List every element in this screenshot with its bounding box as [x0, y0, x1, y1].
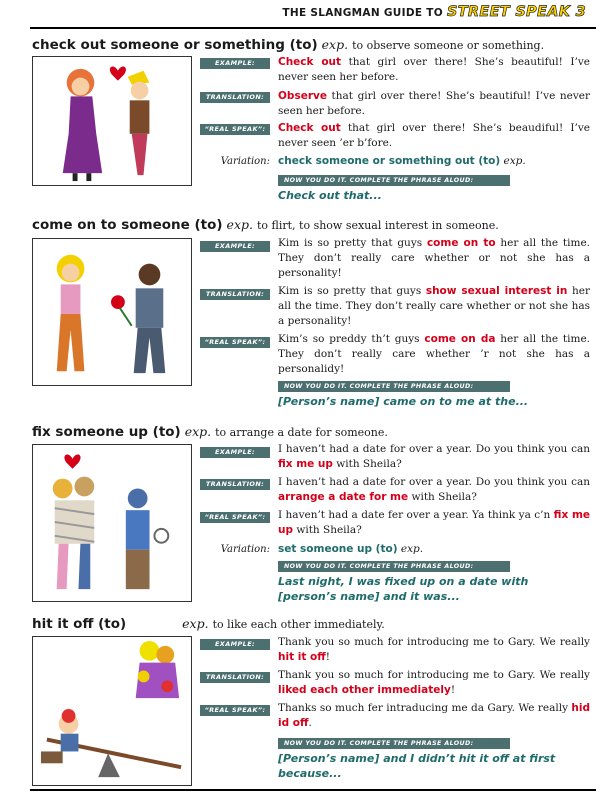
translation-pre: I haven’t had a date for over a year. Do you think you can	[278, 476, 590, 488]
entry-definition: to observe someone or something.	[352, 39, 545, 52]
page-header	[30, 0, 596, 30]
label-real-speak: “REAL SPEAK”:	[200, 512, 270, 523]
illustration-couple	[32, 56, 192, 186]
real-speak-post: with Sheila?	[296, 524, 362, 536]
example-sentence	[278, 635, 590, 665]
entry-abbr: exp.	[182, 616, 209, 631]
real-speak-sentence	[278, 508, 590, 538]
translation-highlight: Observe	[278, 90, 327, 102]
entry-title	[32, 217, 499, 234]
variation-term: check someone or something out (to)	[278, 155, 501, 167]
variation	[278, 543, 590, 556]
example-pre: Kim is so pretty that guys	[278, 237, 423, 249]
real-speak-sentence	[278, 701, 590, 731]
translation-pre: Kim is so pretty that guys	[278, 285, 422, 297]
now-you-do-it-banner: NOW YOU DO IT. COMPLETE THE PHRASE ALOUD:	[278, 175, 510, 186]
entry-definition: to like each other immediately.	[212, 618, 385, 631]
real-speak-pre: I haven’t had a date fer over a year. Ya think ya c’n	[278, 509, 551, 521]
real-speak-highlight: Check out	[278, 122, 341, 134]
real-speak-sentence	[278, 121, 590, 151]
example-highlight: hit it off	[278, 651, 326, 663]
example-sentence	[278, 442, 590, 472]
entry-abbr: exp.	[184, 424, 212, 439]
entry-definition: to arrange a date for someone.	[215, 426, 388, 439]
now-you-do-it-answer: Last night, I was fixed up on a date with [person’s name] and it was...	[278, 575, 529, 603]
label-example: EXAMPLE:	[200, 639, 270, 650]
variation-abbr: exp.	[400, 543, 424, 555]
entry-definition: to flirt, to show sexual interest in someone.	[256, 219, 499, 232]
cartoon-man-with-rose	[33, 239, 191, 385]
real-speak-highlight: fix me up	[278, 509, 590, 536]
example-post: !	[325, 651, 330, 663]
now-you-do-it-banner: NOW YOU DO IT. COMPLETE THE PHRASE ALOUD:	[278, 561, 510, 572]
now-you-do-it-answer: Check out that...	[278, 189, 382, 202]
label-translation: TRANSLATION:	[200, 289, 270, 300]
variation-label: Variation:	[220, 544, 270, 555]
variation-label: Variation:	[220, 156, 270, 167]
cartoon-couple-tied	[33, 445, 191, 601]
translation-sentence	[278, 89, 590, 119]
real-speak-post: .	[308, 717, 312, 729]
example-pre: Thank you so much for introducing me to Gary. We really	[278, 636, 590, 648]
example-sentence	[278, 55, 590, 85]
cartoon-woman-and-man	[33, 57, 191, 185]
label-real-speak: “REAL SPEAK”:	[200, 124, 270, 135]
entry-title	[32, 616, 385, 633]
translation-highlight: show sexual interest in	[425, 285, 568, 297]
real-speak-post: that girl over there! She’s beaudiful! I’ve never seen ’er b’fore.	[278, 122, 591, 149]
real-speak-sentence	[278, 332, 590, 377]
cartoon-clowns-seesaw	[33, 637, 191, 785]
translation-post: her all the time. They don’t really care whether or not she has a personality!	[278, 285, 590, 327]
example-sentence	[278, 236, 590, 281]
illustration-hit-it-off	[32, 636, 192, 786]
example-pre: I haven’t had a date for over a year. Do you think you can	[278, 443, 590, 455]
example-highlight: come on to	[426, 237, 496, 249]
translation-sentence	[278, 668, 590, 698]
real-speak-pre: Kim’s so preddy th’t guys	[278, 333, 420, 345]
header-rule	[30, 27, 596, 29]
illustration-flirting	[32, 238, 192, 386]
entry-term: check out someone or something (to)	[32, 37, 318, 53]
now-you-do-it-answer: [Person’s name] came on to me at the...	[278, 395, 529, 408]
example-post: with Sheila?	[336, 458, 402, 470]
label-translation: TRANSLATION:	[200, 92, 270, 103]
now-you-do-it-banner: NOW YOU DO IT. COMPLETE THE PHRASE ALOUD:	[278, 738, 510, 749]
real-speak-pre: Thanks so much fer intraducing me da Gary. We really	[278, 702, 569, 714]
label-translation: TRANSLATION:	[200, 479, 270, 490]
variation	[278, 155, 590, 168]
real-speak-highlight: hid id off	[278, 702, 590, 729]
entry-term: hit it off (to)	[32, 616, 127, 632]
example-post: that girl over there! She’s beautiful! I’ve never seen her before.	[278, 56, 591, 83]
label-translation: TRANSLATION:	[200, 672, 270, 683]
entry-term: fix someone up (to)	[32, 424, 181, 440]
example-post: her all the time. They don’t really care whether or not she has a personality!	[278, 237, 591, 279]
footer-rule	[30, 789, 596, 791]
running-title-accent: STREET SPEAK 3	[446, 4, 586, 20]
label-example: EXAMPLE:	[200, 447, 270, 458]
illustration-date	[32, 444, 192, 602]
variation-term: set someone up (to)	[278, 543, 398, 555]
translation-sentence	[278, 284, 590, 329]
now-you-do-it-banner: NOW YOU DO IT. COMPLETE THE PHRASE ALOUD:	[278, 381, 510, 392]
entry-abbr: exp.	[321, 37, 349, 52]
translation-post: that girl over there! She’s beautiful! I’ve never seen her before.	[278, 90, 590, 117]
running-title-prefix: THE SLANGMAN GUIDE TO	[282, 7, 443, 19]
label-example: EXAMPLE:	[200, 241, 270, 252]
label-example: EXAMPLE:	[200, 58, 270, 69]
translation-post: !	[450, 684, 456, 696]
translation-sentence	[278, 475, 590, 505]
entry-abbr: exp.	[226, 217, 253, 232]
translation-highlight: arrange a date for me	[278, 491, 409, 503]
translation-highlight: liked each other immediately	[278, 684, 451, 696]
translation-pre: Thank you so much for introducing me to Gary. We really	[278, 669, 590, 681]
example-highlight: fix me up	[278, 458, 333, 470]
entry-term: come on to someone (to)	[32, 217, 223, 233]
variation-abbr: exp.	[503, 155, 526, 167]
example-highlight: Check out	[278, 56, 342, 68]
translation-post: with Sheila?	[411, 491, 477, 503]
label-real-speak: “REAL SPEAK”:	[200, 705, 270, 716]
real-speak-post: her all the time. They don’t really care whether ’r not she has a personalidy!	[278, 333, 590, 375]
label-real-speak: “REAL SPEAK”:	[200, 337, 270, 348]
real-speak-highlight: come on da	[424, 333, 496, 345]
now-you-do-it-answer: [Person’s name] and I didn’t hit it off at first because...	[278, 752, 556, 780]
entry-title	[32, 424, 388, 441]
running-title	[282, 4, 586, 20]
entry-title	[32, 37, 544, 54]
